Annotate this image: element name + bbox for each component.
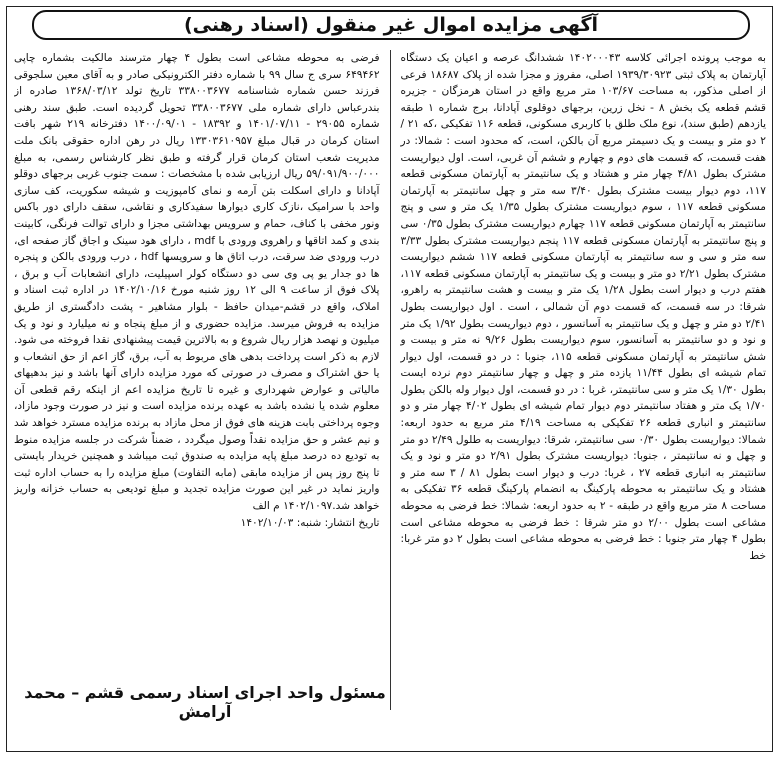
publish-date: تاریخ انتشار: شنبه: ۱۴۰۲/۱۰/۰۳: [240, 516, 380, 529]
column-divider: [390, 50, 391, 710]
signature-line: مسئول واحد اجرای اسناد رسمی قشم – محمد آرامش: [24, 683, 386, 721]
left-column: [14, 50, 388, 710]
right-column: [393, 50, 767, 710]
notice-columns: [14, 50, 766, 710]
left-column-text: فرضی به محوطه مشاعی است بطول ۴ چهار مترسند مالکیت بشماره چاپی ۶۴۹۴۶۲ سری ج سال ۹۹ با شماره دفتر الکترونیکی صادر و به آقای معین سلجوقی فرزند حسن شماره شناسنامه ۳۳۸۰۰۳۶۷۷ تاریخ تولد ۱۳۶۸/۰۳/۱۲ صادره از بندرعباس دارای شماره ملی ۳۳۸۰۰۳۶۷۷ تحویل گردیده است. طبق سند رهنی شماره ۲۹۰۵۵ - ۱۴۰۱/۰۷/۱۱ و ۱۸۳۹۲ - ۱۴۰۰/۰۹/۰۱ دفترخانه ۲۱۹ شهر بافت استان کرمان در قبال مبلغ ۱۳۳۰۳۶۱۰۹۵۷ ریال در رهن اداره حقوقی بانک ملت مدیریت شعب استان کرمان قرار گرفته و طبق نظر کارشناس رسمی، به مبلغ ۵۹/۰۹۱/۹۰۰/۰۰۰ ریال ارزیابی شده با مشخصات : سمت جنوب غربی برجهای دوقلو آپادانا و دارای اسکلت بتن آرمه و نمای کامپوزیت و شیشه سکوریت، کف سازی واحد با سرامیک ،نازک کاری دیوارها سفیدکاری و نقاشی، سقف دارای دور باکس ونور مخفی با کناف، حمام و سرویس بهداشتی مجزا و دارای توالت فرنگی، کابینت بندی و کمد اتاقها و راهروی ورودی با mdf ، دارای هود سینک و اجاق گاز صفحه ای، درب ورودی ضد سرقت، درب اتاق ها و سرویسها hdf ، درب ورودی بالکن و پنجره ها دو جدار یو پی وی سی دو دستگاه کولر اسپیلیت، دارای انشعابات آب و برق ، پلاک فوق از ساعت ۹ الی ۱۲ روز شنبه مورخ ۱۴۰۲/۱۰/۱۶ در اداره ثبت اسناد و املاک، واقع در قشم-میدان حافظ - بلوار مشاهیر - پشت دادگستری از طریق مزایده به فروش میرسد. مزایده حضوری و از مبلغ پنجاه و نه میلیارد و نود و یک میلیون و نهصد هزار ریال شروع و به بالاترین قیمت پیشنهادی نقدا فروخته می شود. لازم به ذکر است پرداخت بدهی های مربوط به آب، برق، گاز اعم از حق انشعاب و یا حق اشتراک و مصرف در صورتی که مورد مزایده دارای آنها باشد و نیز بدهیهای مالیاتی و عوارض شهرداری و غیره تا تاریخ مزایده اعم از اینکه رقم قطعی آن معلوم شده یا نشده باشد به عهده برنده مزایده است و نیز در صورت وجود مازاد، وجوه پرداختی بابت هزینه های فوق از محل مازاد به برنده مزایده مسترد خواهد شد و نیم عشر و حق مزایده نقداً وصول میگردد ، ضمناً شرکت در جلسه مزایده منوط به تودیع ده درصد مبلغ پایه مزایده به صندوق ثبت میباشد و همچنین خریدار بایستی تا پنج روز پس از مزایده مابقی (مابه التفاوت) مبلغ مزایده را به حساب اداره ثبت واریز نماید در غیر این صورت مزایده تجدید و مبلغ تودیعی به حساب خزانه واریز خواهد شد.۱۴۰۲/۱۰۹۷ م الف: [14, 52, 380, 513]
notice-title: آگهی مزایده اموال غیر منقول (اسناد رهنی): [183, 14, 599, 36]
title-box: [32, 10, 750, 40]
right-column-text: به موجب پرونده اجرائی کلاسه ۱۴۰۲۰۰۰۴۳ ششدانگ عرصه و اعیان یک دستگاه آپارتمان به پلاک ثبتی ۱۹۳۹/۳۰۹۲۳ اصلی، مفروز و مجزا شده از پلاک ۱۸۶۸۷ فرعی از اصلی مذکور، به مساحت ۱۰۳/۶۷ متر مربع واقع در استان هرمزگان - جزیره قشم قطعه یک بخش ۸ - نخل زرین، برجهای دوقلوی آپادانا، برج شماره ۱ طبقه یازدهم (طبق سند)، نوع ملک طلق با کاربری مسکونی، قطعه ۱۱۶ تفکیکی ،که ۲۱ / ۲ دو متر و بیست و یک دسیمتر مربع آن بالکن، است، که محدود است : شمالا: در هفت قسمت، که قسمت های دوم و چهارم و ششم آن غربی، است. اول دیواریست مشترک بطول ۴/۸۱ چهار متر و هشتاد و یک سانتیمتر به آپارتمان مسکونی قطعه ۱۱۷، دوم دیوار بیست مشترک بطول ۳/۴۰ سه متر و چهل سانتیمتر به آپارتمان مسکونی قطعه ۱۱۷ ، سوم دیواریست مشترک بطول ۱/۳۵ یک متر و سی و پنج سانتیمتر به آپارتمان مسکونی قطعه ۱۱۷ چهارم دیواریست مشترک بطول ۰/۳۵ سی و پنج سانتیمتر به آپارتمان مسکونی قطعه ۱۱۷ پنجم دیواریست مشترک بطول ۳/۳۳ سه متر و سی و سه سانتیمتر به آپارتمان مسکونی قطعه ۱۱۷ ششم دیواریست مشترک بطول ۲/۲۱ دو متر و بیست و یک سانتیمتر به آپارتمان مسکونی قطعه ۱۱۷، هفتم درب و دیوار است بطول ۱/۲۸ یک متر و بیست و هشت سانتیمتر به راهرو، شرقا: در سه قسمت، که قسمت دوم آن شمالی ، است . اول دیواریست بطول ۲/۴۱ دو متر و چهل و یک سانتیمتر به آسانسور ، دوم دیواریست بطول ۱/۹۲ یک متر و نود و دو سانتیمتر به آسانسور، سوم دیواریست بطول ۹/۲۶ نه متر و بیست و شش سانتیمتر به آپارتمان مسکونی قطعه ۱۱۵، جنوبا : در دو قسمت، اول دیوار تمام شیشه ای بطول ۱۱/۴۴ یازده متر و چهل و چهار سانتیمتر دوم نرده ایست بطول ۱/۳۰ یک متر و سی سانتیمتر، غربا : در دو قسمت، اول دیوار وله بالکن بطول ۱/۷۰ یک متر و هفتاد سانتیمتر دوم دیوار تمام شیشه ای بطول ۴/۰۲ چهار متر و دو سانتیمتر و انباری قطعه ۲۶ تفکیکی به مساحت ۴/۱۹ متر مربع به حدود اربعه: شمالا: دیواریست بطول ۰/۳۰ سی سانتیمتر، شرقا: دیواریست به طلول ۲/۴۹ دو متر و چهل و نه سانتیمتر ، جنوبا: دیواریست مشترک بطول ۲/۹۱ دو متر و نود و یک سانتیمتر به انباری قطعه ۲۷ ، غربا: درب و دیوار است بطول ۸۱ / ۳ سه متر و هشتاد و یک سانتیمتر به محوطه پارکینگ به انضمام پارکینگ قطعه ۳۶ تفکیکی به مساحت ۸ متر مربع واقع در طبقه - ۲ به حدود اربعه: شمالا: خط فرضی به محوطه مشاعی است بطول ۲/۰۰ دو متر شرقا : خط فرضی به محوطه مشاعی است بطول ۴ چهار متر جنوبا : خط فرضی به محوطه مشاعی است بطول ۲ دو متر غربا: خط: [400, 52, 766, 562]
